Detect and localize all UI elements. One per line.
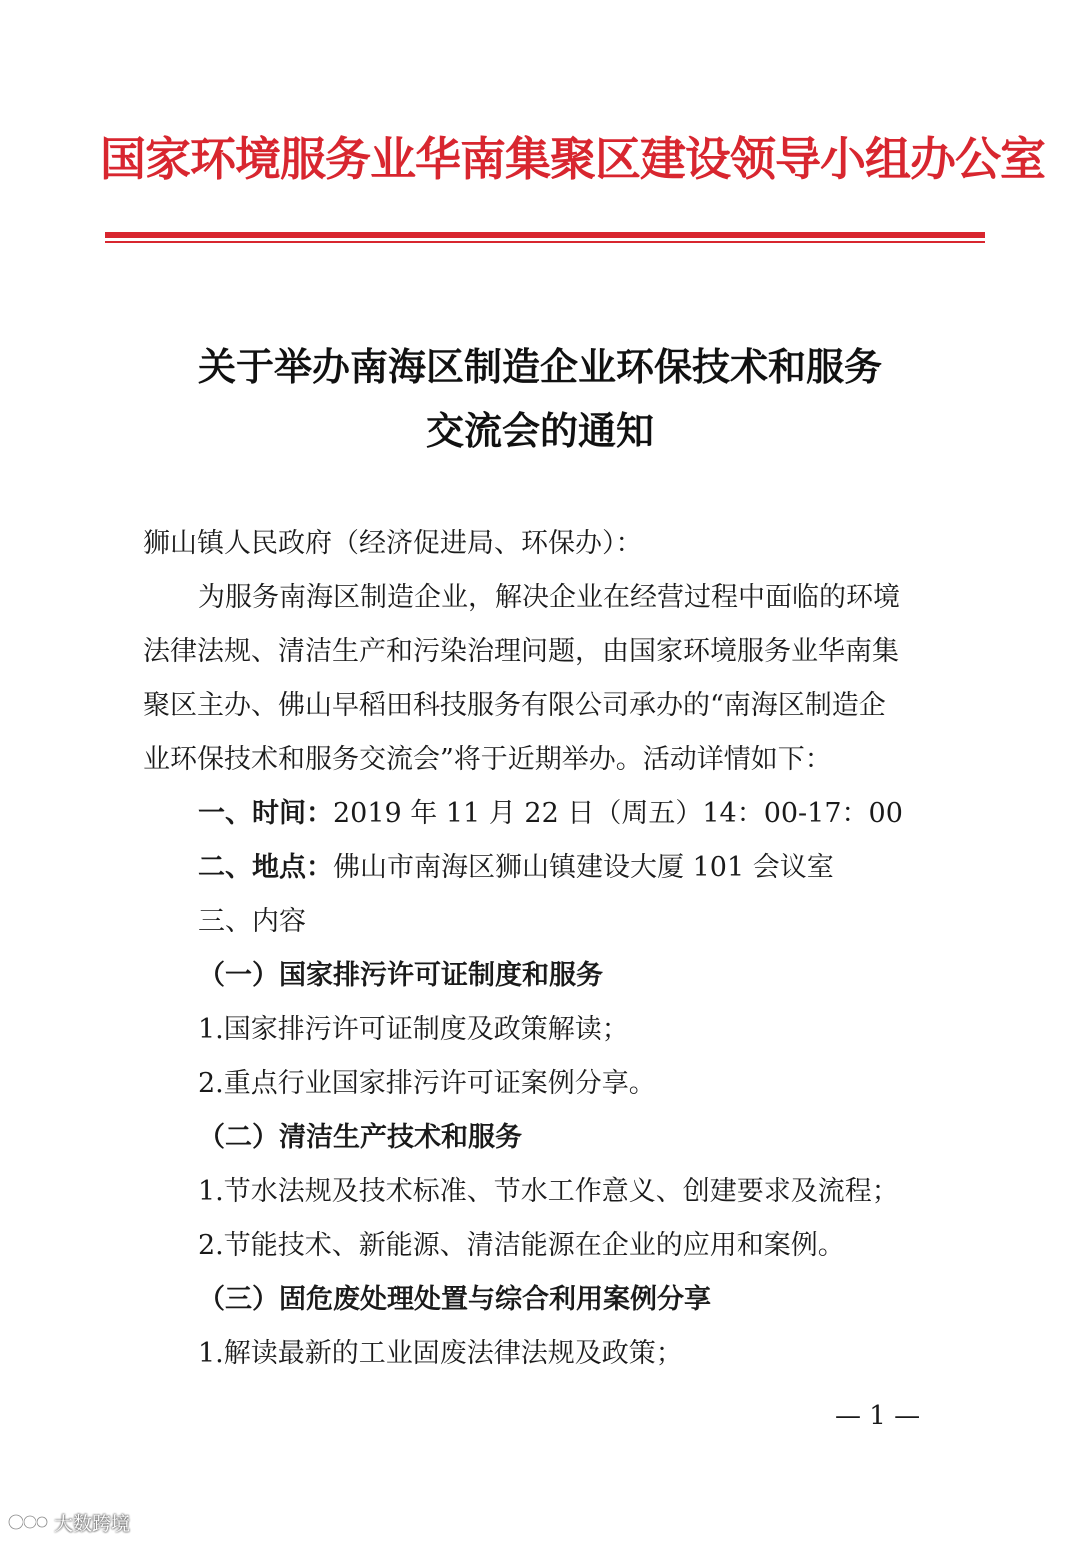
watermark-text: 大数跨境 [54,1512,131,1535]
intro-line-4: 业环保技术和服务交流会”将于近期举办。活动详情如下： [143,744,832,775]
content-heading: 三、内容 [198,906,306,937]
intro-line-1: 为服务南海区制造企业，解决企业在经营过程中面临的环境 [198,582,900,613]
header-red-rule-thick [105,232,985,238]
time-row [198,794,903,834]
issuing-organization-header: 国家环境服务业华南集聚区建设领导小组办公室 [100,132,1045,186]
document-title-line-1: 关于举办南海区制造企业环保技术和服务 [197,344,882,389]
place-row [198,848,834,888]
section-1-heading: （一）国家排污许可证制度和服务 [198,960,603,991]
place-label: 二、地点： [198,852,333,883]
section-3-item-1: 1.解读最新的工业固废法律法规及政策； [198,1338,683,1369]
intro-line-2: 法律法规、清洁生产和污染治理问题，由国家环境服务业华南集 [143,636,899,667]
place-value: 佛山市南海区狮山镇建设大厦 101 会议室 [333,852,834,883]
page-number: — 1 — [835,1401,921,1431]
section-2-item-2: 2.节能技术、新能源、清洁能源在企业的应用和案例。 [198,1230,845,1261]
section-1-item-1: 1.国家排污许可证制度及政策解读； [198,1014,629,1045]
addressee: 狮山镇人民政府（经济促进局、环保办）： [143,528,643,559]
section-1-item-2: 2.重点行业国家排污许可证案例分享。 [198,1068,656,1099]
header-red-rule-thin [105,241,985,243]
time-value: 2019 年 11 月 22 日（周五）14：00-17：00 [333,798,903,829]
watermark [8,1508,130,1536]
watermark-logo-icon [8,1510,48,1534]
section-3-heading: （三）固危废处理处置与综合利用案例分享 [198,1284,711,1315]
time-label: 一、时间： [198,798,333,829]
document-title-line-2: 交流会的通知 [425,408,654,453]
intro-line-3: 聚区主办、佛山早稻田科技服务有限公司承办的“南海区制造企 [143,690,886,721]
section-2-heading: （二）清洁生产技术和服务 [198,1122,522,1153]
section-2-item-1: 1.节水法规及技术标准、节水工作意义、创建要求及流程； [198,1176,899,1207]
